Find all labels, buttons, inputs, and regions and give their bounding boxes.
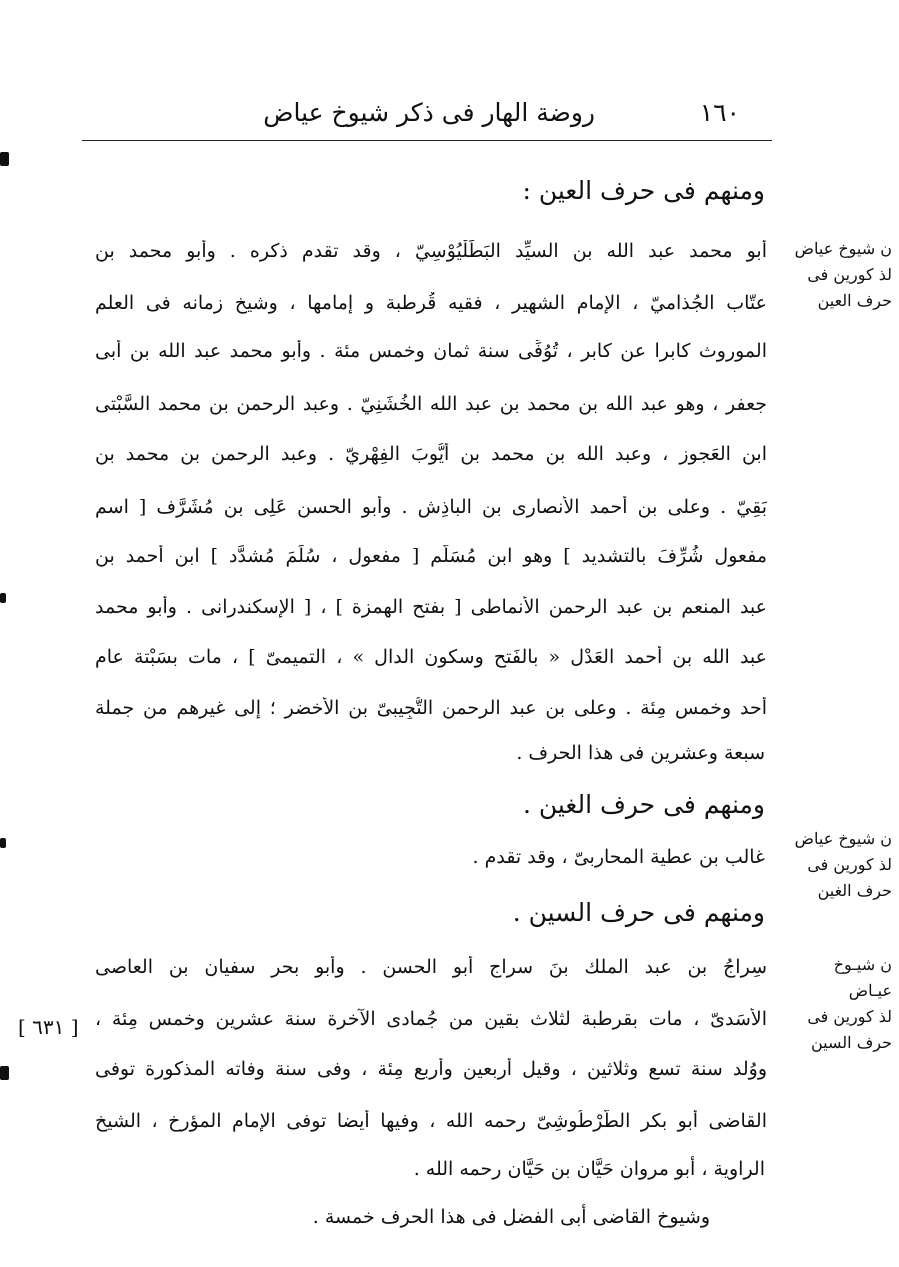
text-line: سِراجُ بن عبد الملك بنَ سراج أبو الحسن . وأبو بحر سفيان بن العاصى <box>95 956 767 978</box>
margin-note-line: ن شيوخ عياض <box>794 239 892 258</box>
closing-line: وشيوخ القاضى أبى الفضل فى هذا الحرف خمسة . <box>312 1206 710 1228</box>
scan-edge-mark <box>0 152 9 166</box>
margin-note-line: ن شيـوخ <box>833 955 892 974</box>
text-line: ابن العَجوز ، وعبد الله بن محمد بن أيُّوبَ الفِهْرِيّ . وعبد الرحمن بن محمد بن <box>95 443 767 465</box>
text-line-end: سبعة وعشرين فى هذا الحرف . <box>516 742 765 764</box>
text-line: القاضى أبو بكر الطُّرْطُوشِىّ رحمه الله ، وفيها أيضا توفى الإمام المؤرخ ، الشيخ <box>95 1110 767 1132</box>
scan-edge-mark <box>0 1066 9 1080</box>
page-reference: [ ٦٣١ ] <box>18 1015 79 1039</box>
text-line-end: الراوية ، أبو مروان حَيَّان بن حَيَّان رحمه الله . <box>413 1158 765 1180</box>
text-line: الموروث كابرا عن كابر ، تُوُفِّى سنة ثمان وخمس مئة . وأبو محمد عبد الله بن أبى <box>95 340 767 362</box>
margin-note-line: حرف العين <box>817 291 892 310</box>
margin-note-line: عيـاض <box>848 981 892 1000</box>
margin-note-line: حرف الغين <box>817 881 892 900</box>
text-line: ووُلد سنة تسع وثلاثين ، وقيل أربعين وأربع مِئة ، وفى سنة وفاته المذكورة توفى <box>95 1058 767 1080</box>
margin-note-line: لذ كورين فى <box>807 855 892 874</box>
section-heading-ain: ومنهم فى حرف العين : <box>522 176 765 205</box>
text-line: عتّاب الجُذاميّ ، الإمام الشهير ، فقيه قُرطبة و إمامها ، وشيخ زمانه فى العلم <box>95 292 767 314</box>
running-title: روضة الهار فى ذكر شيوخ عياض <box>263 98 595 127</box>
margin-note-ain <box>772 236 892 314</box>
margin-note-line: ن شيوخ عياض <box>794 829 892 848</box>
margin-note-line: لذ كورين فى <box>807 265 892 284</box>
scan-edge-mark <box>0 593 6 603</box>
page-number: ١٦٠ <box>699 98 740 127</box>
margin-note-sin <box>772 952 892 1056</box>
margin-note-line: لذ كورين فى <box>807 1007 892 1026</box>
text-line: بَقِيّ . وعلى بن أحمد الأنصارى بن الباذِش . وأبو الحسن عَلِى بن مُشَرَّف [ اسم <box>95 496 767 518</box>
section-heading-ghain: ومنهم فى حرف الغين . <box>522 790 765 819</box>
text-line: جعفر ، وهو عبد الله بن محمد بن عبد الله الخُشَنِيّ . وعبد الرحمن بن محمد السَّبْتى <box>95 393 767 415</box>
text-line: عبد الله بن أحمد العَدْل « بالفَتح وسكون الدال » ، التميمىّ ] ، مات بسَبْتة عام <box>95 646 767 668</box>
margin-note-line: حرف السين <box>811 1033 892 1052</box>
text-line: أحد وخمس مِئة . وعلى بن عبد الرحمن التُّجِيبىّ بن الأخضر ؛ إلى غيرهم من جملة <box>95 697 767 719</box>
text-line: عبد المنعم بن عبد الرحمن الأنماطى [ بفتح الهمزة ] ، [ الإسكندرانى . وأبو محمد <box>95 596 767 618</box>
margin-note-ghain <box>772 826 892 904</box>
text-line: غالب بن عطية المحاربىّ ، وقد تقدم . <box>472 846 765 868</box>
scan-edge-mark <box>0 838 6 848</box>
section-heading-sin: ومنهم فى حرف السين . <box>512 898 765 927</box>
text-line: الأسَدىّ ، مات بقرطبة لثلاث بقين من جُمادى الآخرة سنة عشرين وخمس مِئة ، <box>95 1008 767 1030</box>
text-line: مفعول شُرِّفَ بالتشديد ] وهو ابن مُسَلَّم [ مفعول ، سُلِّمَ مُشدَّد ] ابن أحمد بن <box>95 545 767 567</box>
header-rule <box>82 140 772 141</box>
text-line: أبو محمد عبد الله بن السيِّد البَطَلْيُوْسِيّ ، وقد تقدم ذكره . وأبو محمد بن <box>95 240 767 262</box>
